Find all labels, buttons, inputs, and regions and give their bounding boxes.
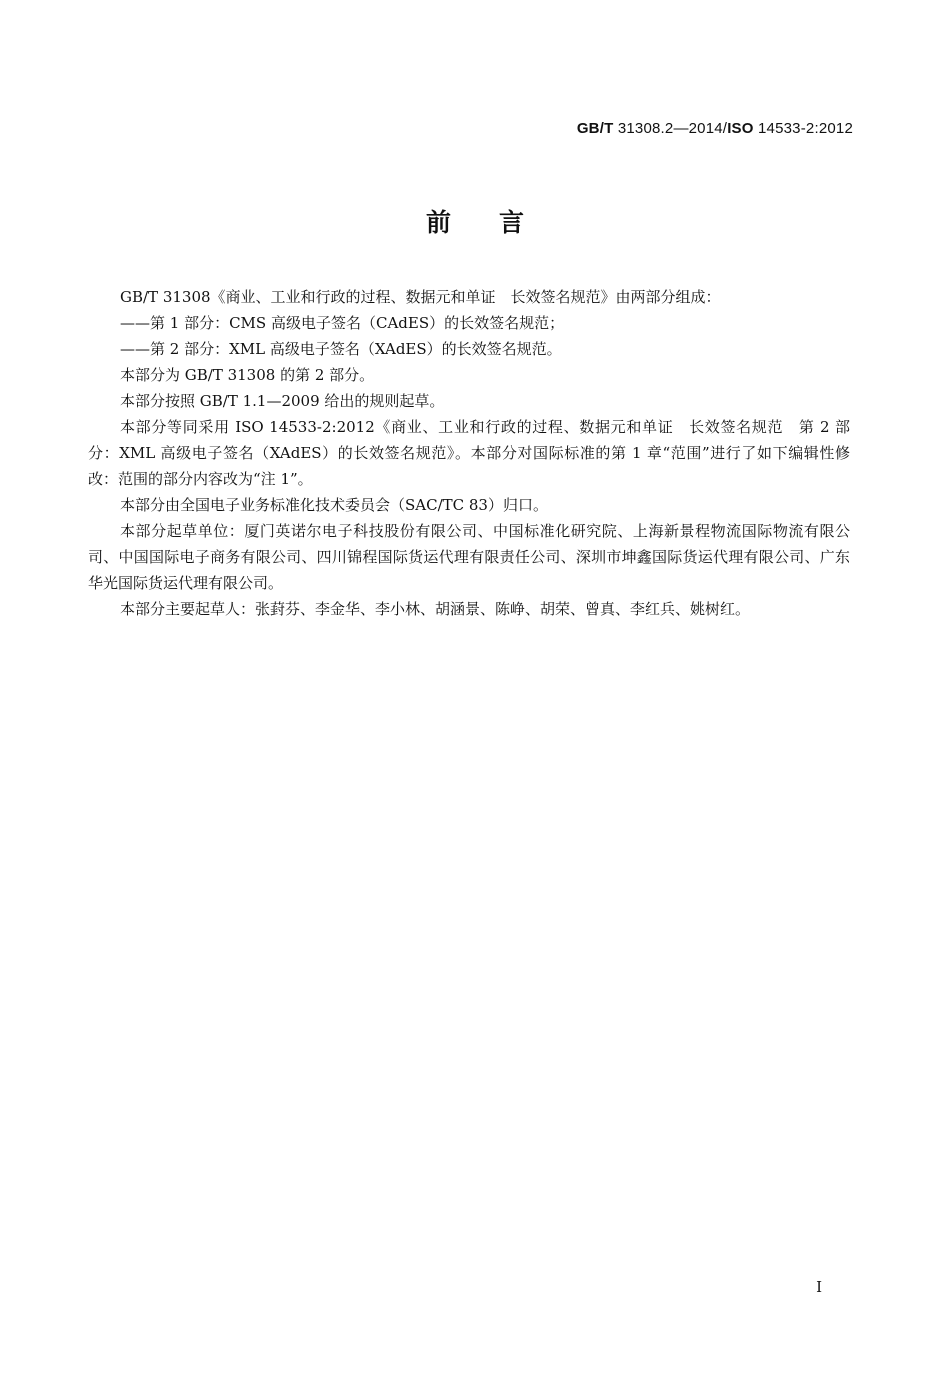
paragraph-part-2-item: ——第 2 部分：XML 高级电子签名（XAdES）的长效签名规范。: [120, 340, 562, 358]
page-number: I: [816, 1278, 822, 1296]
standard-prefix-iso: ISO: [727, 120, 754, 137]
standard-prefix-gb: GB/T: [576, 120, 614, 137]
foreword-body: [88, 284, 850, 622]
standard-number-iso-rest: 14533-2:2012: [753, 120, 853, 137]
standard-number-gb-rest: 31308.2—2014/: [613, 120, 728, 137]
paragraph-composition: GB/T 31308《商业、工业和行政的过程、数据元和单证 长效签名规范》由两部分组成：: [120, 288, 721, 306]
paragraph-adoption: 本部分等同采用 ISO 14533-2:2012《商业、工业和行政的过程、数据元和单证 长效签名规范 第 2 部分：XML 高级电子签名（XAdES）的长效签名规范》。本部分对国际标准的第 1 章“范围”进行了如下编辑性修改：范围的部分内容改为“注 1”。: [88, 418, 850, 488]
paragraph-administration: 本部分由全国电子业务标准化技术委员会（SAC/TC 83）归口。: [120, 496, 548, 514]
standard-number-header: [577, 120, 853, 137]
paragraph-drafters: 本部分主要起草人：张葑芬、李金华、李小林、胡涵景、陈峥、胡荣、曾真、李红兵、姚树红。: [120, 600, 751, 618]
page-title: 前言: [425, 208, 572, 237]
paragraph-part-statement: 本部分为 GB/T 31308 的第 2 部分。: [120, 366, 375, 384]
paragraph-drafting-rules: 本部分按照 GB/T 1.1—2009 给出的规则起草。: [120, 392, 445, 410]
paragraph-drafting-units: 本部分起草单位：厦门英诺尔电子科技股份有限公司、中国标准化研究院、上海新景程物流国际物流有限公司、中国国际电子商务有限公司、四川锦程国际货运代理有限责任公司、深圳市坤鑫国际货运代理有限公司、广东华光国际货运代理有限公司。: [88, 522, 850, 592]
paragraph-part-1-item: ——第 1 部分：CMS 高级电子签名（CAdES）的长效签名规范；: [120, 314, 565, 332]
